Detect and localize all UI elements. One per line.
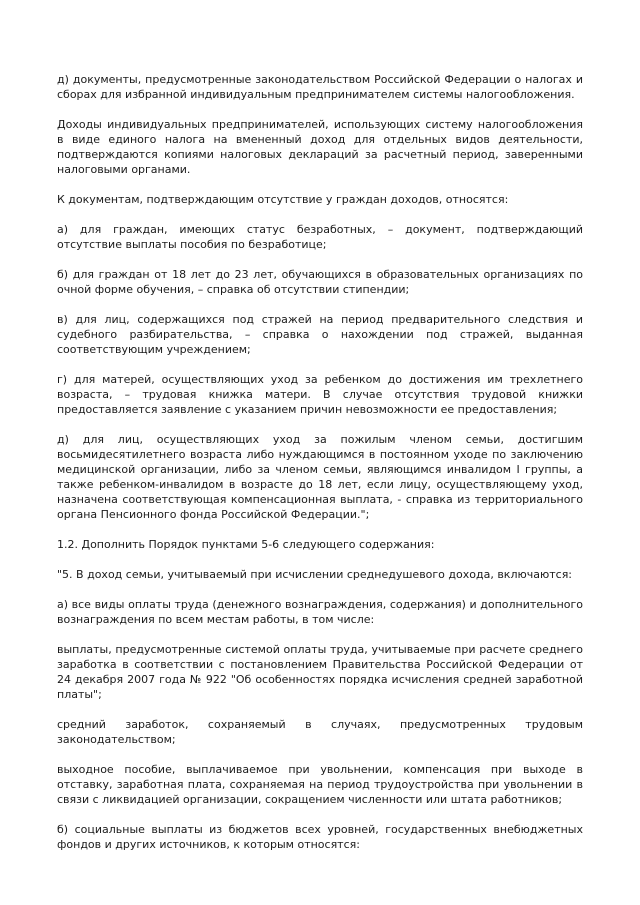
paragraph-4: а) для граждан, имеющих статус безработных, – документ, подтверждающий отсутствие выплаты пособия по безработице; (57, 223, 583, 251)
paragraph-9: 1.2. Дополнить Порядок пунктами 5-6 следующего содержания: (57, 538, 435, 551)
paragraph-2: Доходы индивидуальных предпринимателей, использующих систему налогообложения в виде единого налога на вмененный доход для отдельных видов деятельности, подтверждаются копиями налоговых деклараций за расчетный период, заверенными налоговыми органами. (57, 118, 583, 176)
paragraph-5: б) для граждан от 18 лет до 23 лет, обучающихся в образовательных организациях по очной форме обучения, – справка об отсутствии стипендии; (57, 268, 583, 296)
paragraph-11: а) все виды оплаты труда (денежного вознаграждения, содержания) и дополнительного вознаграждения по всем местам работы, в том числе: (57, 598, 583, 626)
paragraph-15: б) социальные выплаты из бюджетов всех уровней, государственных внебюджетных фондов и других источников, к которым относятся: (57, 823, 583, 851)
paragraph-13: средний заработок, сохраняемый в случаях, предусмотренных трудовым законодательством; (57, 718, 583, 746)
paragraph-10: "5. В доход семьи, учитываемый при исчислении среднедушевого дохода, включаются: (57, 568, 573, 581)
paragraph-12: выплаты, предусмотренные системой оплаты труда, учитываемые при расчете среднего заработка в соответствии с постановлением Правительства Российской Федерации от 24 декабря 2007 года № 922 "Об особенностях порядка исчисления средней заработной платы"; (57, 643, 583, 701)
paragraph-3: К документам, подтверждающим отсутствие у граждан доходов, относятся: (57, 193, 509, 206)
paragraph-8: д) для лиц, осуществляющих уход за пожилым членом семьи, достигшим восьмидесятилетнего возраста либо нуждающимся в постоянном уходе по заключению медицинской организации, либо за членом семьи, являющимся инвалидом I группы, а также ребенком-инвалидом в возрасте до 18 лет, если лицу, осуществляющему уход, назначена соответствующая компенсационная выплата, - справка из территориального органа Пенсионного фонда Российской Федерации."; (57, 433, 583, 521)
paragraph-6: в) для лиц, содержащихся под стражей на период предварительного следствия и судебного разбирательства, – справка о нахождении под стражей, выданная соответствующим учреждением; (57, 313, 583, 356)
document-page (57, 72, 583, 867)
paragraph-7: г) для матерей, осуществляющих уход за ребенком до достижения им трехлетнего возраста, – трудовая книжка матери. В случае отсутствия трудовой книжки предоставляется заявление с указанием причин невозможности ее предоставления; (57, 373, 583, 416)
paragraph-14: выходное пособие, выплачиваемое при увольнении, компенсация при выходе в отставку, заработная плата, сохраняемая на период трудоустройства при увольнении в связи с ликвидацией организации, сокращением численности или штата работников; (57, 763, 583, 806)
paragraph-1: д) документы, предусмотренные законодательством Российской Федерации о налогах и сборах для избранной индивидуальным предпринимателем системы налогообложения. (57, 73, 583, 101)
